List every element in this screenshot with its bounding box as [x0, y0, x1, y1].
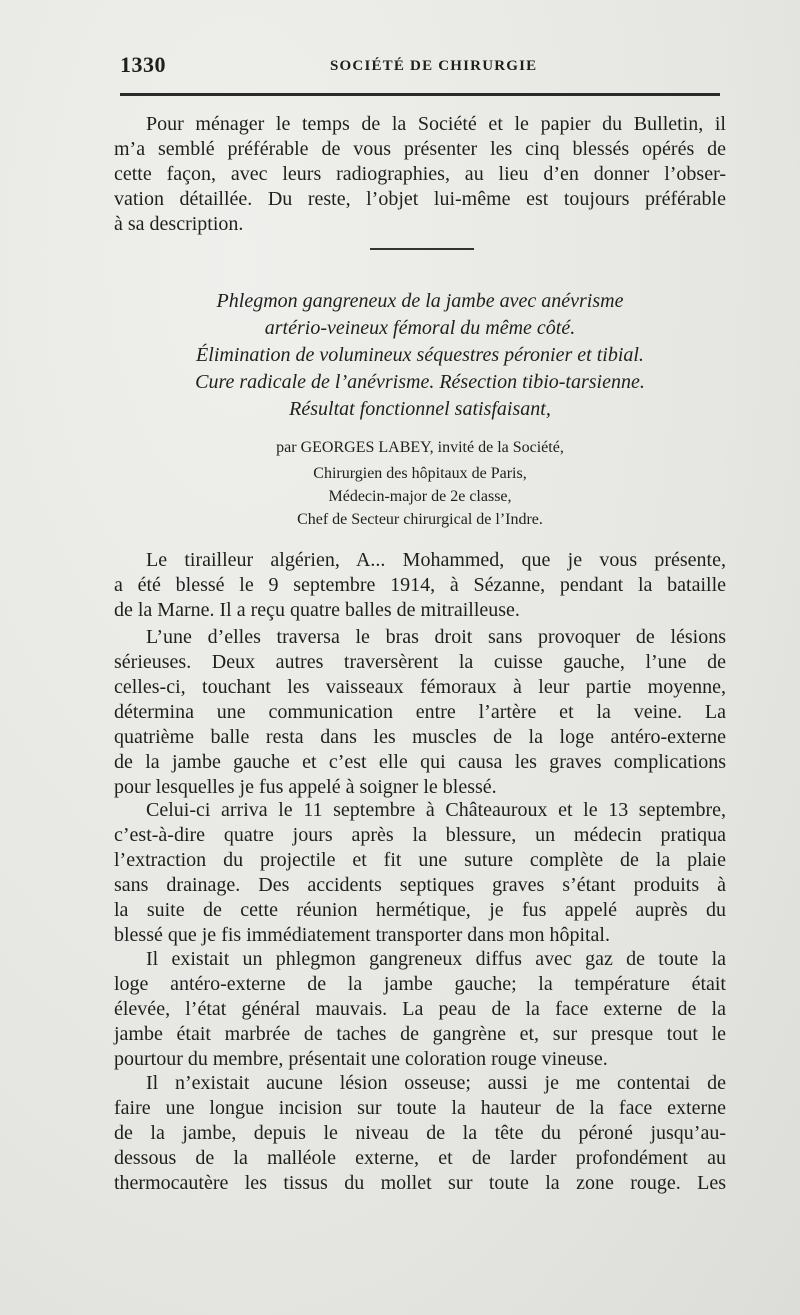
- text-line: Celui-ci arriva le 11 septembre à Châteauroux et le 13 septembre,: [146, 799, 726, 821]
- text-line: loge antéro-externe de la jambe gauche; la température était: [114, 973, 726, 995]
- text-line: Il n’existait aucune lésion osseuse; aussi je me contentai de: [146, 1072, 726, 1094]
- text-line: celles-ci, touchant les vaisseaux fémoraux à leur partie moyenne,: [114, 676, 726, 698]
- page-number: 1330: [120, 52, 166, 77]
- text-line: faire une longue incision sur toute la hauteur de la face externe: [114, 1097, 726, 1119]
- article-title: [114, 288, 726, 423]
- body-paragraph: [114, 947, 726, 1072]
- body-paragraph: [114, 798, 726, 948]
- text-line: blessé que je fis immédiatement transporter dans mon hôpital.: [114, 924, 610, 946]
- text-line: sérieuses. Deux autres traversèrent la cuisse gauche, l’une de: [114, 651, 726, 673]
- text-line: sans drainage. Des accidents septiques graves s’étant produits à: [114, 874, 726, 896]
- text-line: L’une d’elles traversa le bras droit sans provoquer de lésions: [146, 626, 726, 648]
- author-credential: Chirurgien des hôpitaux de Paris,: [313, 465, 527, 482]
- text-line: a été blessé le 9 septembre 1914, à Sézanne, pendant la bataille: [114, 574, 726, 596]
- text-line: Le tirailleur algérien, A... Mohammed, que je vous présente,: [146, 549, 726, 571]
- text-line: à sa description.: [114, 213, 244, 235]
- intro-paragraph: [114, 112, 726, 237]
- text-line: de la jambe, depuis le niveau de la tête du péroné jusqu’au-: [114, 1122, 726, 1144]
- title-line: Phlegmon gangreneux de la jambe avec anévrisme: [216, 290, 624, 312]
- title-line: Élimination de volumineux séquestres péronier et tibial.: [196, 344, 644, 366]
- title-line: artério-veineux fémoral du même côté.: [264, 317, 576, 339]
- text-line: l’extraction du projectile et fit une suture complète de la plaie: [114, 849, 726, 871]
- text-line: de la jambe gauche et c’est elle qui causa les graves complications: [114, 751, 726, 773]
- running-title: SOCIÉTÉ DE CHIRURGIE: [330, 58, 538, 74]
- text-line: pour lesquelles je fus appelé à soigner le blessé.: [114, 776, 497, 798]
- text-line: quatrième balle resta dans les muscles de la loge antéro-externe: [114, 726, 726, 748]
- body-paragraph: [114, 1071, 726, 1196]
- author-name: par GEORGES LABEY, invité de la Société,: [276, 439, 564, 456]
- text-line: élevée, l’état général mauvais. La peau de la face externe de la: [114, 998, 726, 1020]
- body-paragraph: [114, 625, 726, 800]
- text-line: thermocautère les tissus du mollet sur toute la zone rouge. Les: [114, 1172, 726, 1194]
- text-line: détermina une communication entre l’artère et la veine. La: [114, 701, 726, 723]
- header-rule: [120, 93, 720, 96]
- author-credential: Médecin-major de 2e classe,: [328, 488, 512, 505]
- text-line: vation détaillée. Du reste, l’objet lui-même est toujours préférable: [114, 188, 726, 210]
- text-line: la suite de cette réunion hermétique, je fus appelé auprès du: [114, 899, 726, 921]
- text-line: jambe était marbrée de taches de gangrène et, sur presque tout le: [114, 1023, 726, 1045]
- text-line: c’est-à-dire quatre jours après la blessure, un médecin pratiqua: [114, 824, 726, 846]
- text-line: cette façon, avec leurs radiographies, au lieu d’en donner l’obser-: [114, 163, 726, 185]
- section-separator: [370, 248, 474, 250]
- body-paragraph: [114, 548, 726, 623]
- text-line: de la Marne. Il a reçu quatre balles de mitrailleuse.: [114, 599, 520, 621]
- page-header: [120, 52, 720, 82]
- title-line: Cure radicale de l’anévrisme. Résection tibio-tarsienne.: [195, 371, 645, 393]
- text-line: Pour ménager le temps de la Société et le papier du Bulletin, il: [146, 113, 726, 135]
- text-line: m’a semblé préférable de vous présenter les cinq blessés opérés de: [114, 138, 726, 160]
- text-line: dessous de la malléole externe, et de larder profondément au: [114, 1147, 726, 1169]
- text-line: Il existait un phlegmon gangreneux diffus avec gaz de toute la: [146, 948, 726, 970]
- text-line: pourtour du membre, présentait une coloration rouge vineuse.: [114, 1048, 608, 1070]
- author-byline: [114, 436, 726, 531]
- title-line: Résultat fonctionnel satisfaisant,: [289, 398, 551, 420]
- author-credential: Chef de Secteur chirurgical de l’Indre.: [297, 511, 543, 528]
